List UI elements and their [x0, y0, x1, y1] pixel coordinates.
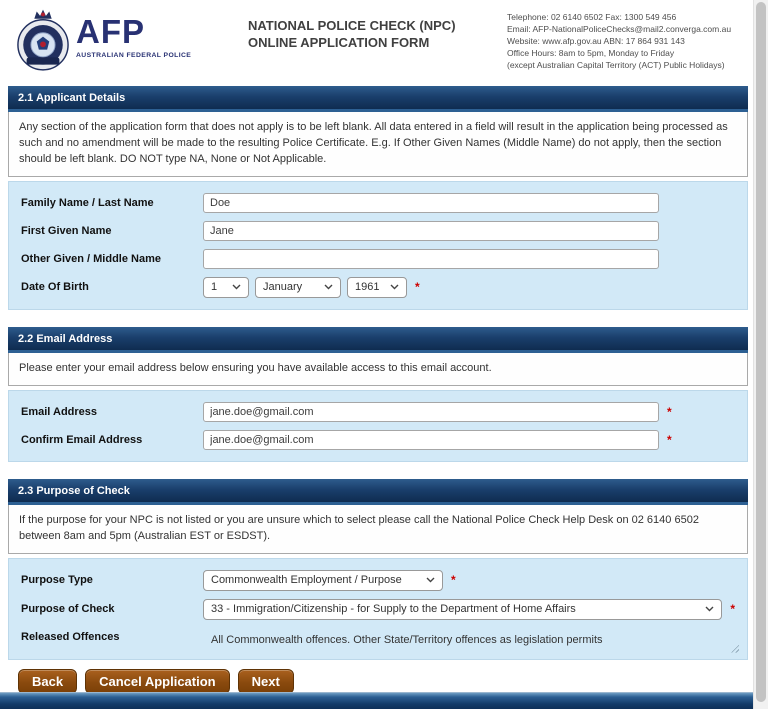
applicant-instructions: Any section of the application form that does not apply is to be left blank. All data entered in a field will result in the application being processed as such and no amendment will be made to the resulting Police Certificate. E.g. If Other Given Names (Middle Name) do not apply, then the section should be left blank. DO NOT type NA, None or Not Applicable. [8, 112, 748, 177]
section-applicant-details [8, 86, 748, 310]
next-button[interactable]: Next [238, 669, 294, 694]
dob-row [9, 273, 747, 302]
scrollbar-thumb[interactable] [756, 2, 766, 702]
family-name-row [9, 189, 747, 217]
chevron-down-icon [390, 284, 399, 290]
dob-required-marker: * [415, 280, 420, 295]
first-given-name-input[interactable] [203, 221, 659, 241]
released-offences-row [9, 624, 747, 652]
released-offences-value: All Commonwealth offences. Other State/Territory offences as legislation permits [211, 633, 603, 646]
confirm-email-row [9, 426, 747, 454]
family-name-input[interactable] [203, 193, 659, 213]
other-given-name-label: Other Given / Middle Name [21, 252, 161, 265]
first-given-name-row [9, 217, 747, 245]
purpose-of-check-label: Purpose of Check [21, 603, 115, 616]
footer-bar [0, 692, 753, 709]
dob-year-value: 1961 [355, 281, 380, 294]
contact-holidays-note: (except Australian Capital Territory (ACT) Public Holidays) [507, 59, 725, 70]
other-given-name-input[interactable] [203, 249, 659, 269]
contact-office-hours: Office Hours: 8am to 5pm, Monday to Friday [507, 47, 675, 58]
applicant-fieldbox [8, 181, 748, 310]
confirm-email-label: Confirm Email Address [21, 433, 143, 446]
purpose-of-check-required-marker: * [730, 602, 735, 617]
brand-acronym: AFP [76, 13, 145, 50]
confirm-email-input[interactable] [203, 430, 659, 450]
page-title-line1: NATIONAL POLICE CHECK (NPC) [248, 18, 456, 33]
contact-email: Email: AFP-NationalPoliceChecks@mail2.converga.com.au [507, 23, 732, 34]
purpose-type-label: Purpose Type [21, 574, 93, 587]
section-header-applicant: 2.1 Applicant Details [8, 86, 748, 112]
cancel-application-button[interactable]: Cancel Application [85, 669, 230, 694]
purpose-type-required-marker: * [451, 573, 456, 588]
brand-text [76, 15, 191, 59]
chevron-down-icon [232, 284, 241, 290]
page-title-line2: ONLINE APPLICATION FORM [248, 34, 430, 50]
purpose-fieldbox [8, 558, 748, 660]
dob-label: Date Of Birth [21, 281, 89, 294]
dob-day-select[interactable] [203, 277, 249, 298]
dob-day-value: 1 [211, 281, 218, 294]
email-label: Email Address [21, 405, 98, 418]
purpose-type-row [9, 566, 747, 595]
purpose-of-check-value: 33 - Immigration/Citizenship - for Supply to the Department of Home Affairs [211, 603, 576, 616]
page-title [248, 18, 456, 52]
purpose-instructions: If the purpose for your NPC is not listed or you are unsure which to select please call the National Police Check Help Desk on 02 6140 6502 between 8am and 5pm (Australian EST or ESDST). [8, 505, 748, 554]
email-row [9, 398, 747, 426]
email-instructions: Please enter your email address below ensuring you have available access to this email account. [8, 353, 748, 386]
back-button[interactable]: Back [18, 669, 77, 694]
chevron-down-icon [426, 577, 435, 583]
contact-details [507, 12, 731, 71]
email-required-marker: * [667, 404, 672, 419]
chevron-down-icon [705, 606, 714, 612]
contact-telephone: Telephone: 02 6140 6502 Fax: 1300 549 456 [507, 12, 677, 22]
purpose-type-value: Commonwealth Employment / Purpose [211, 574, 402, 587]
form-main [8, 86, 748, 694]
page-header [0, 0, 753, 86]
section-purpose-of-check [8, 479, 748, 660]
dob-month-select[interactable] [255, 277, 341, 298]
vertical-scrollbar[interactable] [753, 0, 768, 709]
purpose-type-select[interactable] [203, 570, 443, 591]
form-actions [8, 669, 748, 694]
other-given-name-row [9, 245, 747, 273]
section-email-address [8, 327, 748, 462]
email-input[interactable] [203, 402, 659, 422]
dob-month-value: January [263, 281, 303, 294]
purpose-of-check-select[interactable] [203, 599, 722, 620]
section-header-email: 2.2 Email Address [8, 327, 748, 353]
contact-website-abn: Website: www.afp.gov.au ABN: 17 864 931 143 [507, 35, 685, 46]
chevron-down-icon [324, 284, 333, 290]
family-name-label: Family Name / Last Name [21, 196, 154, 209]
confirm-email-required-marker: * [667, 432, 672, 447]
first-given-name-label: First Given Name [21, 224, 112, 237]
dob-year-select[interactable] [347, 277, 407, 298]
email-fieldbox [8, 390, 748, 462]
section-header-purpose: 2.3 Purpose of Check [8, 479, 748, 505]
afp-badge-icon [16, 7, 70, 78]
released-offences-label: Released Offences [21, 630, 120, 643]
brand-org-name: AUSTRALIAN FEDERAL POLICE [76, 52, 192, 59]
purpose-of-check-row [9, 595, 747, 624]
